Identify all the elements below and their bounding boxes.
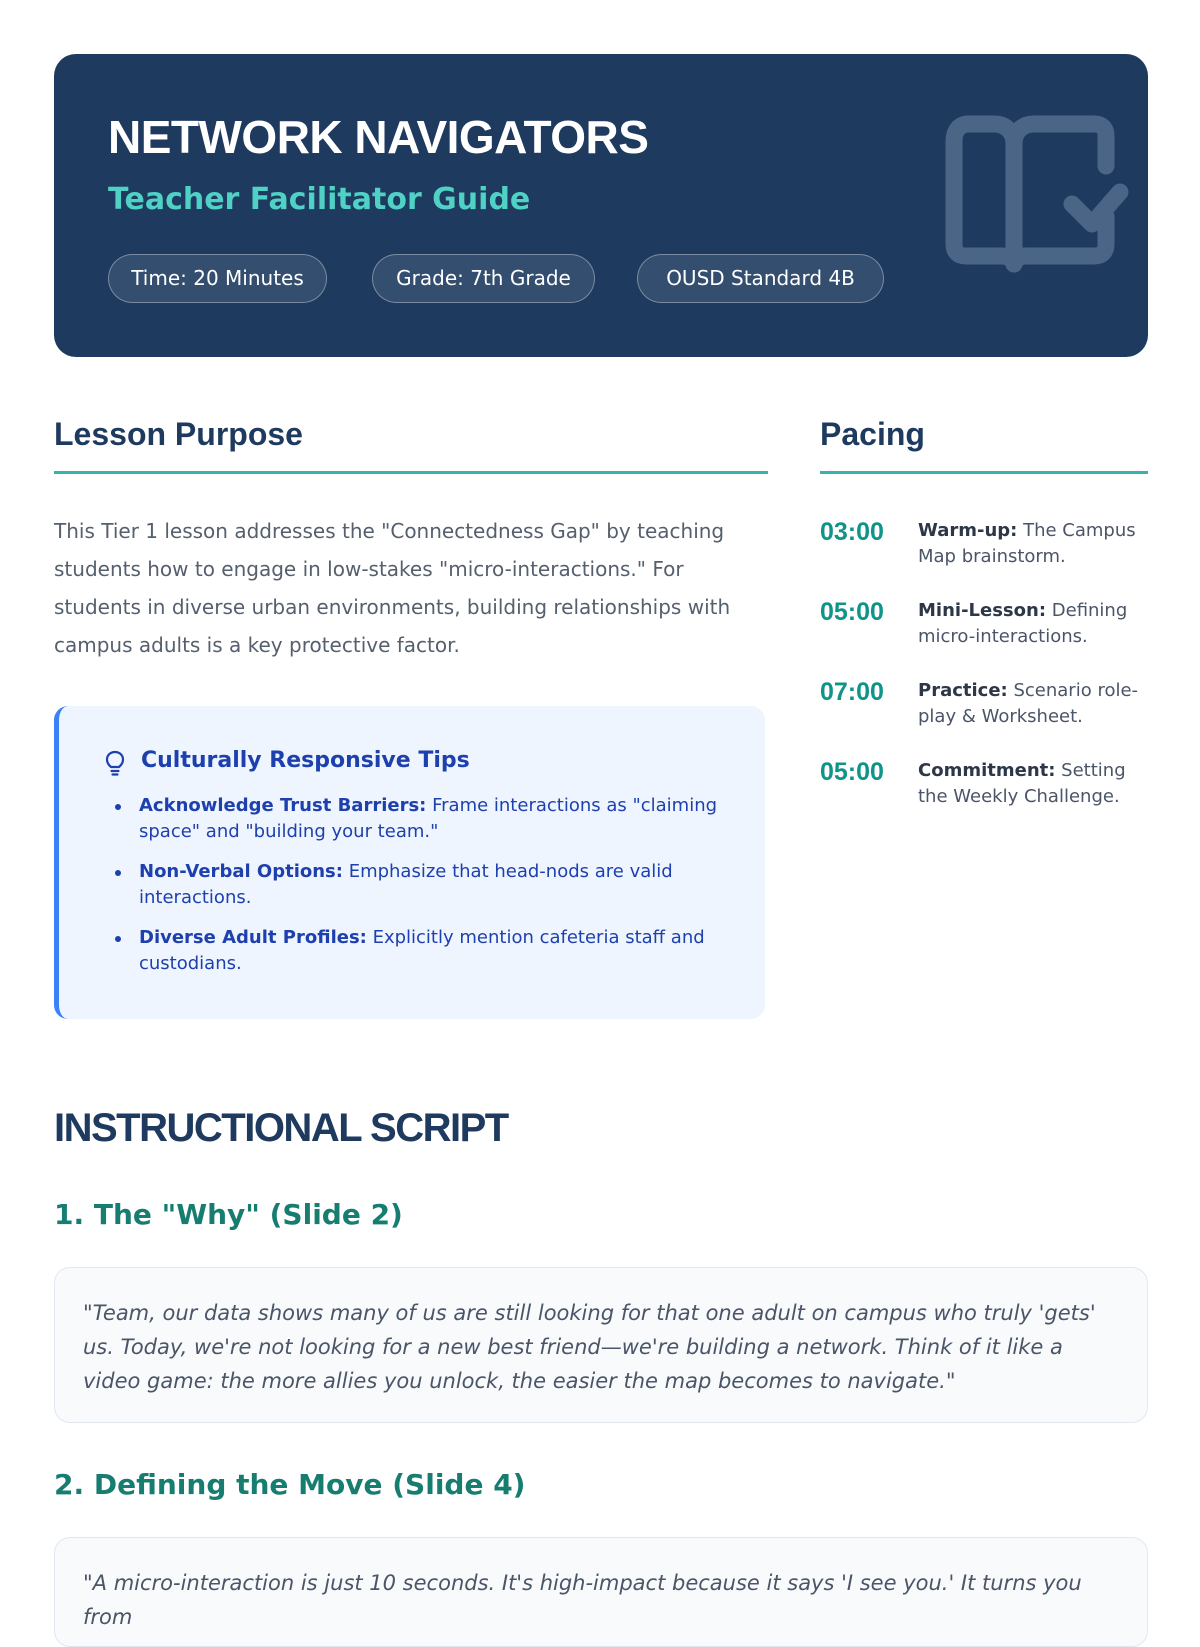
list-item: Diverse Adult Profiles: Explicitly mention cafeteria staff and custodians.: [139, 925, 739, 977]
standard-badge: OUSD Standard 4B: [637, 254, 884, 303]
header-banner: [54, 54, 1148, 357]
tips-title: Culturally Responsive Tips: [141, 748, 470, 773]
instructional-script-heading: INSTRUCTIONAL SCRIPT: [54, 1106, 508, 1150]
lesson-purpose-divider: [54, 471, 768, 474]
time-badge: Time: 20 Minutes: [108, 254, 327, 303]
pacing-description: Commitment: Setting the Weekly Challenge.: [918, 760, 1126, 807]
script-section-title: 2. Defining the Move (Slide 4): [54, 1468, 526, 1501]
lesson-purpose-heading: Lesson Purpose: [54, 416, 303, 452]
book-check-icon: [914, 94, 1114, 279]
pacing-heading: Pacing: [820, 416, 925, 452]
script-section-title: 1. The "Why" (Slide 2): [54, 1198, 403, 1231]
tips-list: [139, 793, 739, 991]
script-quote: "Team, our data shows many of us are still looking for that one adult on campus who truly 'gets' us. Today, we're not looking for a new best friend—we're building a network. Think of it like a video game: the more allies you unlock, the easier the map becomes to navigate.": [54, 1267, 1148, 1423]
page-title: NETWORK NAVIGATORS: [108, 111, 649, 163]
pacing-divider: [820, 471, 1148, 474]
pacing-time: 05:00: [820, 758, 884, 786]
pacing-time: 03:00: [820, 518, 884, 546]
list-item: Acknowledge Trust Barriers: Frame interactions as "claiming space" and "building your team.": [139, 793, 739, 845]
lightbulb-icon: [104, 749, 126, 777]
pacing-description: Practice: Scenario role-play & Worksheet.: [918, 680, 1139, 727]
lesson-purpose-text: This Tier 1 lesson addresses the "Connectedness Gap" by teaching students how to engage in low-stakes "micro-interactions." For students in diverse urban environments, building relationships with campus adults is a key protective factor.: [54, 519, 731, 657]
pacing-description: Mini-Lesson: Defining micro-interactions.: [918, 600, 1128, 647]
script-quote: "A micro-interaction is just 10 seconds. It's high-impact because it says 'I see you.' It turns you from: [54, 1537, 1148, 1647]
pacing-time: 05:00: [820, 598, 884, 626]
culturally-responsive-tips-callout: [54, 706, 765, 1019]
page-subtitle: Teacher Facilitator Guide: [108, 182, 531, 217]
pacing-time: 07:00: [820, 678, 884, 706]
grade-badge: Grade: 7th Grade: [372, 254, 595, 303]
pacing-description: Warm-up: The Campus Map brainstorm.: [918, 520, 1136, 567]
list-item: Non-Verbal Options: Emphasize that head-nods are valid interactions.: [139, 859, 739, 911]
